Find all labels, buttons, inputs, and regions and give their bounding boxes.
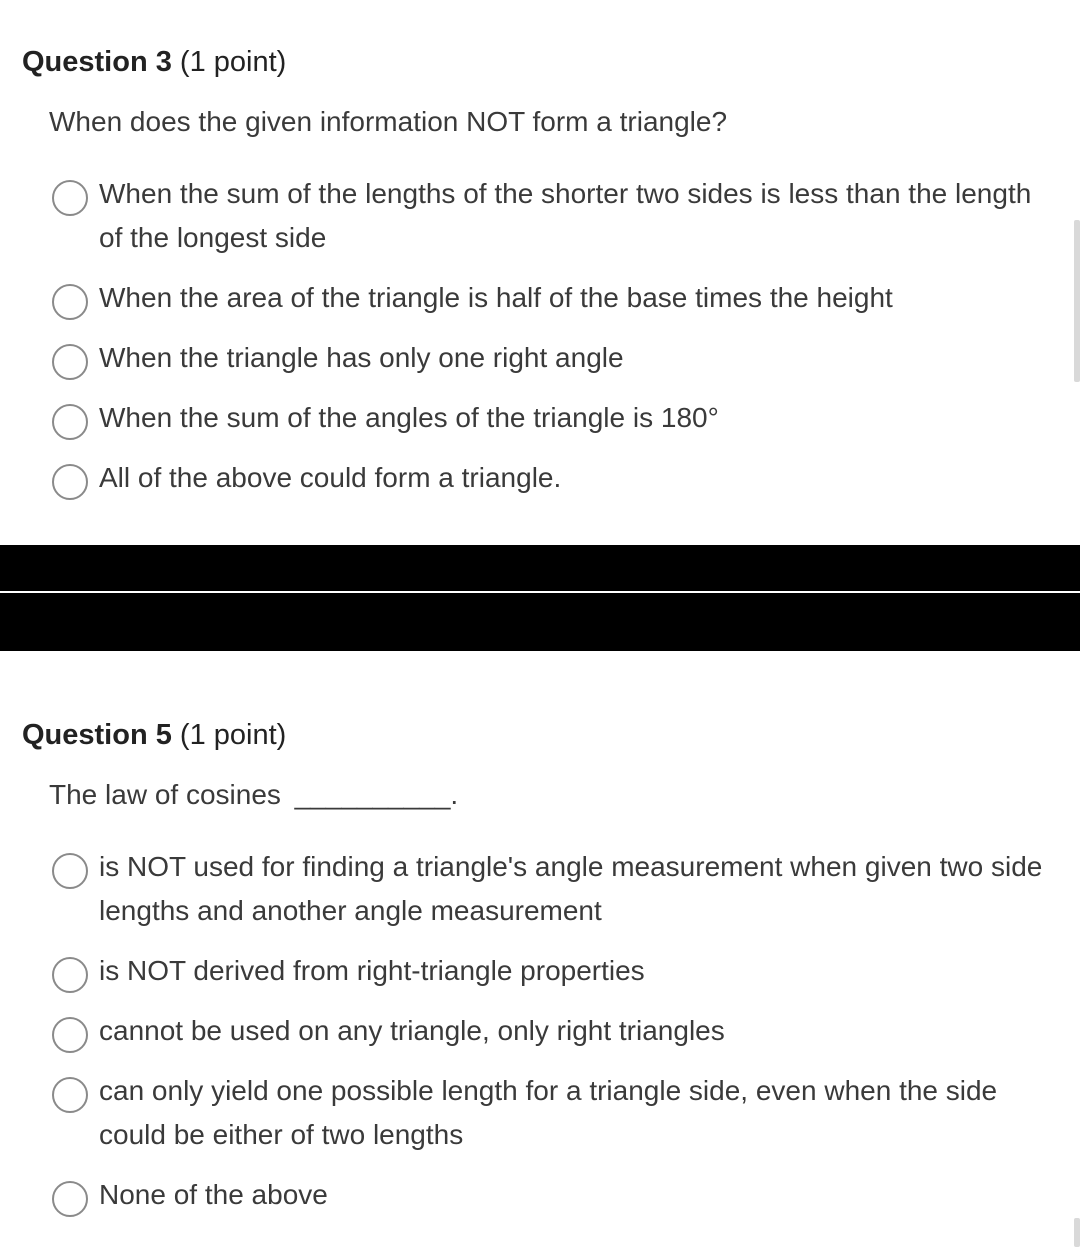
radio-button[interactable] <box>52 1017 88 1053</box>
answer-option[interactable] <box>52 1009 1080 1069</box>
question-header <box>22 713 1080 757</box>
answer-option[interactable] <box>52 456 1080 516</box>
answer-option-label: When the sum of the angles of the triangle is 180° <box>99 402 719 433</box>
question-header <box>22 40 1080 84</box>
radio-button[interactable] <box>52 404 88 440</box>
radio-button[interactable] <box>52 1077 88 1113</box>
radio-button[interactable] <box>52 464 88 500</box>
answer-option[interactable] <box>52 276 1080 336</box>
answer-options <box>0 845 1080 1233</box>
question-title: Question 5 <box>22 719 172 751</box>
redacted-band <box>0 593 1080 651</box>
answer-option[interactable] <box>52 396 1080 456</box>
radio-button[interactable] <box>52 1181 88 1217</box>
radio-button[interactable] <box>52 853 88 889</box>
answer-options <box>0 172 1080 516</box>
question-5 <box>0 713 1080 1233</box>
answer-option-label: is NOT derived from right-triangle properties <box>99 955 645 986</box>
radio-button[interactable] <box>52 284 88 320</box>
radio-button[interactable] <box>52 180 88 216</box>
answer-option-label: cannot be used on any triangle, only right triangles <box>99 1015 725 1046</box>
answer-option-label: None of the above <box>99 1179 328 1210</box>
redacted-band <box>0 545 1080 591</box>
question-points: (1 point) <box>179 46 287 78</box>
answer-option[interactable] <box>52 1173 1080 1233</box>
fill-in-blank: __________. <box>294 779 459 810</box>
answer-option-label: All of the above could form a triangle. <box>99 462 562 493</box>
answer-option-label: When the triangle has only one right angle <box>99 342 624 373</box>
answer-option-label: is NOT used for finding a triangle's angle measurement when given two side lengths and another angle measurement <box>99 851 1043 926</box>
question-prompt-text: The law of cosines <box>49 779 281 810</box>
question-3 <box>0 40 1080 516</box>
radio-button[interactable] <box>52 957 88 993</box>
answer-option-label: When the area of the triangle is half of the base times the height <box>99 282 893 313</box>
answer-option-label: When the sum of the lengths of the shorter two sides is less than the length of the longest side <box>99 178 1032 253</box>
answer-option[interactable] <box>52 949 1080 1009</box>
answer-option[interactable] <box>52 845 1080 949</box>
scrollbar[interactable] <box>1074 220 1080 382</box>
answer-option[interactable] <box>52 336 1080 396</box>
scrollbar[interactable] <box>1074 1218 1080 1247</box>
answer-option[interactable] <box>52 172 1080 276</box>
question-title: Question 3 <box>22 46 172 78</box>
answer-option[interactable] <box>52 1069 1080 1173</box>
radio-button[interactable] <box>52 344 88 380</box>
question-points: (1 point) <box>179 719 287 751</box>
question-prompt <box>49 775 1080 815</box>
question-prompt: When does the given information NOT form a triangle? <box>49 106 728 137</box>
answer-option-label: can only yield one possible length for a triangle side, even when the side could be either of two lengths <box>99 1075 998 1150</box>
